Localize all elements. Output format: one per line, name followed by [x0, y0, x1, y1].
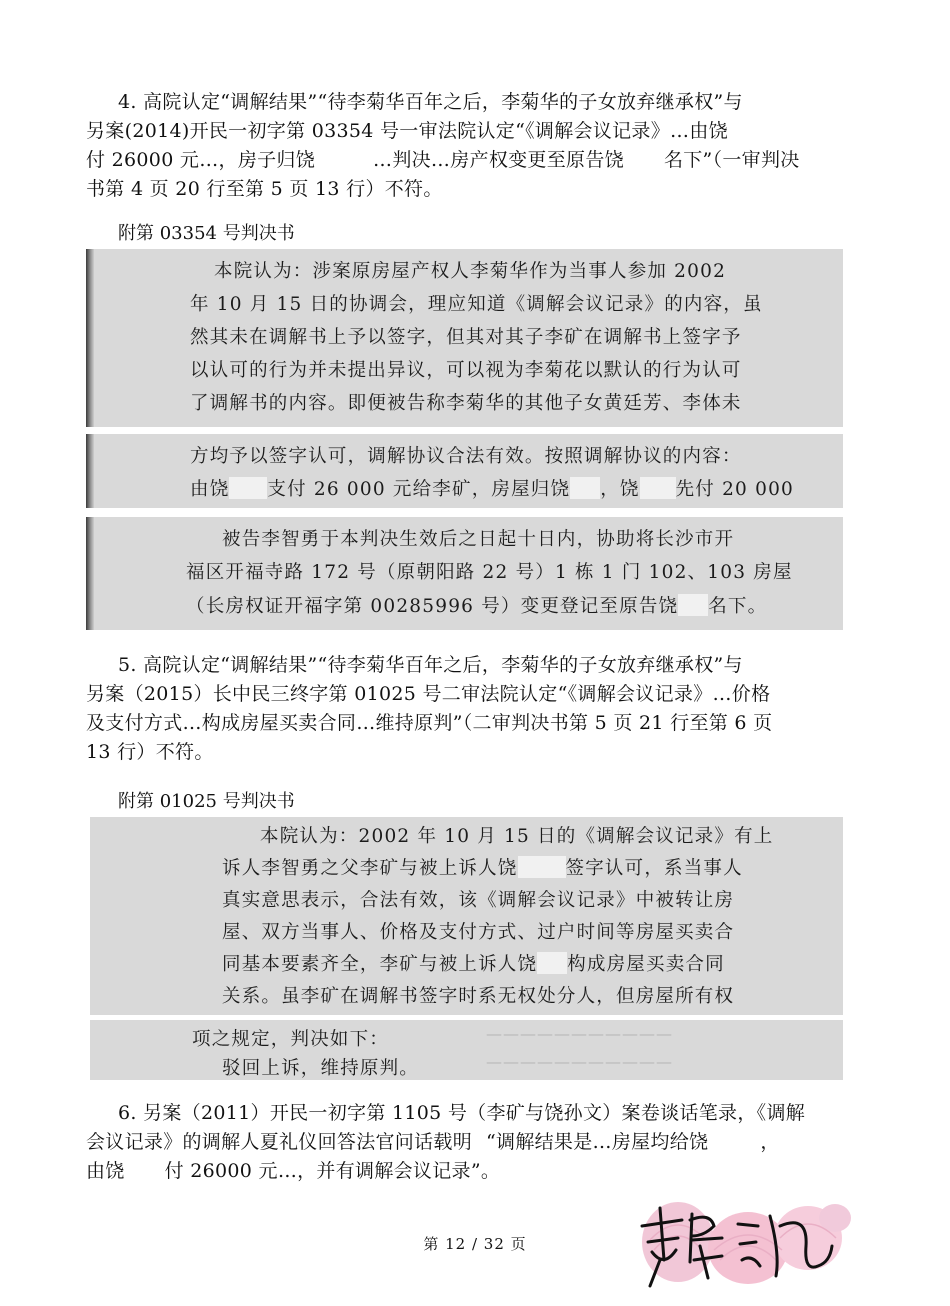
paragraph-5-line: 另案（2015）长中民三终字第 01025 号二审法院认定“《调解会议记录》…价格	[86, 683, 771, 705]
scan-line: 福区开福寺路 172 号（原朝阳路 22 号）1 栋 1 门 102、103 房屋	[186, 562, 793, 583]
scan-line: 本院认为：2002 年 10 月 15 日的《调解会议记录》有上	[260, 826, 774, 847]
scanned-excerpt-2	[86, 434, 843, 508]
paragraph-6-text: 付 26000 元…，并有调解会议记录”。	[164, 1160, 501, 1182]
paragraph-4-text: …判决…房产权变更至原告饶	[373, 149, 624, 171]
paragraph-6-text: ，	[760, 1131, 780, 1153]
paragraph-6	[86, 1099, 866, 1186]
paragraph-4-line: 4. 高院认定“调解结果”“待李菊华百年之后，李菊华的子女放弃继承权”与	[118, 91, 743, 113]
paragraph-6-line: 6. 另案（2011）开民一初字第 1105 号（李矿与饶孙文）案卷谈话笔录，《调解	[118, 1102, 806, 1124]
scanned-excerpt-3	[86, 517, 843, 630]
paragraph-4-line: 另案(2014)开民一初字第 03354 号一审法院认定“《调解会议记录》…由饶	[86, 120, 728, 142]
paragraph-4-line: 书第 4 页 20 行至第 5 页 13 行）不符。	[86, 178, 443, 200]
scanned-excerpt-1	[86, 249, 843, 427]
scan-line: 真实意思表示，合法有效，该《调解会议记录》中被转让房	[222, 890, 735, 911]
scan-edge	[86, 434, 94, 508]
paragraph-4-line	[86, 146, 866, 175]
paragraph-4-text: 付 26000 元…，房子归饶	[86, 149, 316, 171]
attachment-label-1: 附第 03354 号判决书	[118, 223, 295, 244]
scan-line: 以认可的行为并未提出异议，可以视为李菊花以默认的行为认可	[190, 360, 742, 381]
scan-text: （长房权证开福字第 00285996 号）变更登记至原告饶	[186, 596, 679, 617]
scan-text: 同基本要素齐全，李矿与被上诉人饶	[222, 954, 538, 975]
redaction	[229, 477, 267, 499]
scan-line: 方均予以签字认可，调解协议合法有效。按照调解协议的内容：	[190, 446, 742, 467]
paragraph-5-line: 5. 高院认定“调解结果”“待李菊华百年之后，李菊华的子女放弃继承权”与	[118, 654, 743, 676]
scanned-excerpt-5	[90, 1020, 843, 1080]
scan-line: 本院认为：涉案原房屋产权人李菊华作为当事人参加 2002	[214, 261, 727, 282]
paragraph-5	[86, 651, 866, 767]
bleed-through-text: ———————————	[486, 1024, 673, 1043]
bleed-through-text: ———————————	[486, 1052, 673, 1071]
scan-text: 签字认可，系当事人	[565, 858, 743, 879]
redaction	[640, 477, 676, 499]
scan-line: 了调解书的内容。即便被告称李菊华的其他子女黄廷芳、李体未	[190, 393, 742, 414]
scan-text: 构成房屋买卖合同	[567, 954, 725, 975]
scan-line: 年 10 月 15 日的协调会，理应知道《调解会议记录》的内容，虽	[190, 294, 763, 315]
redaction	[570, 477, 600, 499]
scan-text: 由饶	[190, 479, 230, 500]
paragraph-6-text: 会议记录》的调解人夏礼仪回答法官问话载明	[86, 1131, 473, 1153]
scan-line	[222, 854, 743, 880]
paragraph-6-text: 由饶	[86, 1160, 125, 1182]
scanned-excerpt-4	[90, 817, 843, 1015]
paragraph-5-line: 及支付方式…构成房屋买卖合同…维持原判”（二审判决书第 5 页 21 行至第 6 页	[86, 712, 773, 734]
scan-text: 支付 26 000 元给李矿，房屋归饶	[267, 479, 571, 500]
redaction	[678, 594, 708, 616]
scan-line: 驳回上诉，维持原判。	[222, 1058, 420, 1079]
paragraph-6-line	[86, 1157, 866, 1186]
paragraph-6-text: “调解结果是…房屋均给饶	[486, 1131, 709, 1153]
scan-line	[222, 950, 725, 976]
scan-edge	[86, 517, 94, 630]
redaction	[518, 856, 566, 878]
scan-line: 然其未在调解书上予以签字，但其对其子李矿在调解书上签字予	[190, 327, 742, 348]
scan-line: 关系。虽李矿在调解书签字时系无权处分人，但房屋所有权	[222, 986, 735, 1007]
scan-line: 项之规定，判决如下：	[192, 1029, 390, 1050]
signature-fingerprint	[630, 1190, 860, 1295]
scan-line: 屋、双方当事人、价格及支付方式、过户时间等房屋买卖合	[222, 922, 735, 943]
paragraph-4	[86, 88, 866, 204]
scan-line	[186, 592, 767, 618]
attachment-label-2: 附第 01025 号判决书	[118, 791, 295, 812]
paragraph-5-line: 13 行）不符。	[86, 741, 214, 763]
redaction	[537, 952, 567, 974]
scan-text: 先付 20 000	[675, 479, 795, 500]
page-number: 第 12 / 32 页	[423, 1235, 527, 1253]
scan-text: ，饶	[600, 479, 640, 500]
scan-text: 诉人李智勇之父李矿与被上诉人饶	[222, 858, 518, 879]
scan-line: 被告李智勇于本判决生效后之日起十日内，协助将长沙市开	[222, 529, 735, 550]
scan-text: 名下。	[708, 596, 768, 617]
paragraph-4-text: 名下”（一审判决	[663, 149, 800, 171]
paragraph-6-line	[86, 1128, 866, 1157]
scan-edge	[86, 249, 94, 427]
scan-line	[190, 475, 794, 501]
